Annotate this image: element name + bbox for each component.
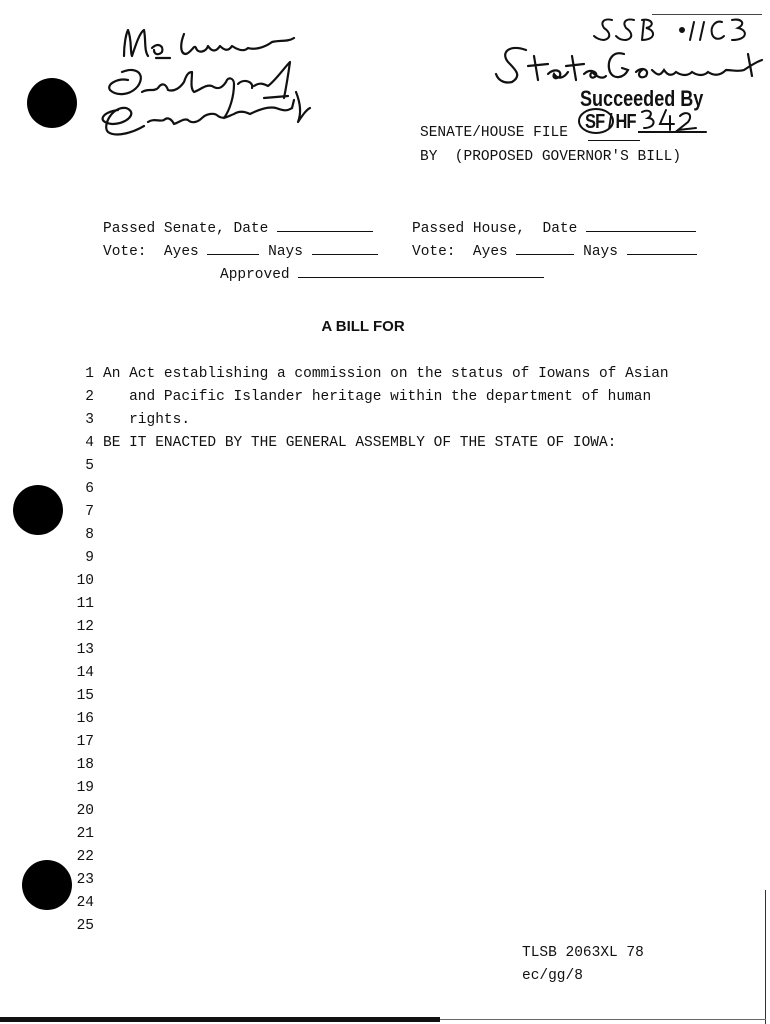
line-number: 9 xyxy=(85,550,94,566)
punch-hole-bottom xyxy=(22,860,72,910)
punch-hole-middle xyxy=(13,485,63,535)
passed-senate-label: Passed Senate, Date xyxy=(103,217,373,237)
house-ayes-blank[interactable] xyxy=(516,240,574,255)
line-number: 5 xyxy=(85,458,94,474)
line-text: and Pacific Islander heritage within the department of human xyxy=(103,389,652,405)
line-number: 23 xyxy=(76,872,94,888)
line-number: 12 xyxy=(76,619,94,635)
tlsb-number: TLSB 2063XL 78 xyxy=(522,945,644,961)
line-number: 24 xyxy=(76,895,94,911)
handwritten-hf-number xyxy=(638,106,708,136)
bottom-edge-rule xyxy=(440,1019,766,1020)
senate-vote-line: Vote: Ayes Nays xyxy=(103,240,378,260)
line-number: 16 xyxy=(76,711,94,727)
punch-hole-top xyxy=(27,78,77,128)
line-number: 15 xyxy=(76,688,94,704)
line-number: 11 xyxy=(76,596,94,612)
line-number: 22 xyxy=(76,849,94,865)
line-number: 4 xyxy=(85,435,94,451)
handwritten-committee xyxy=(492,40,767,90)
line-number: 2 xyxy=(85,389,94,405)
line-number: 13 xyxy=(76,642,94,658)
line-text: rights. xyxy=(103,412,191,428)
succeeded-by-stamp: Succeeded By xyxy=(580,86,704,111)
right-edge-rule xyxy=(765,890,766,1024)
line-number: 8 xyxy=(85,527,94,543)
line-number: 10 xyxy=(76,573,94,589)
line-number: 1 xyxy=(85,366,94,382)
line-number: 20 xyxy=(76,803,94,819)
sf-hf-stamp: SF / HF xyxy=(585,111,636,133)
line-number: 7 xyxy=(85,504,94,520)
senate-date-blank[interactable] xyxy=(277,217,373,232)
approved-line: Approved xyxy=(220,263,544,283)
house-nays-blank[interactable] xyxy=(627,240,697,255)
senate-ayes-blank[interactable] xyxy=(207,240,259,255)
bill-title: A BILL FOR xyxy=(321,318,405,335)
handwritten-sponsors xyxy=(88,22,318,152)
approved-blank[interactable] xyxy=(298,263,544,278)
bottom-edge-bar xyxy=(0,1017,440,1022)
file-label: SENATE/HOUSE FILE xyxy=(420,125,568,141)
line-text: BE IT ENACTED BY THE GENERAL ASSEMBLY OF THE STATE OF IOWA: xyxy=(103,435,617,451)
line-number: 18 xyxy=(76,757,94,773)
line-text: An Act establishing a commission on the status of Iowans of Asian xyxy=(103,366,669,382)
house-date-blank[interactable] xyxy=(586,217,696,232)
passed-house-label: Passed House, Date xyxy=(412,217,696,237)
line-number: 19 xyxy=(76,780,94,796)
line-number: 3 xyxy=(85,412,94,428)
by-line: BY (PROPOSED GOVERNOR'S BILL) xyxy=(420,149,682,165)
file-number-blank xyxy=(588,140,640,141)
line-number: 21 xyxy=(76,826,94,842)
line-number: 17 xyxy=(76,734,94,750)
sf-circle-mark xyxy=(576,106,616,136)
senate-nays-blank[interactable] xyxy=(312,240,378,255)
line-number: 25 xyxy=(76,918,94,934)
line-number: 14 xyxy=(76,665,94,681)
drafter-initials: ec/gg/8 xyxy=(522,968,583,984)
house-vote-line: Vote: Ayes Nays xyxy=(412,240,697,260)
line-number: 6 xyxy=(85,481,94,497)
